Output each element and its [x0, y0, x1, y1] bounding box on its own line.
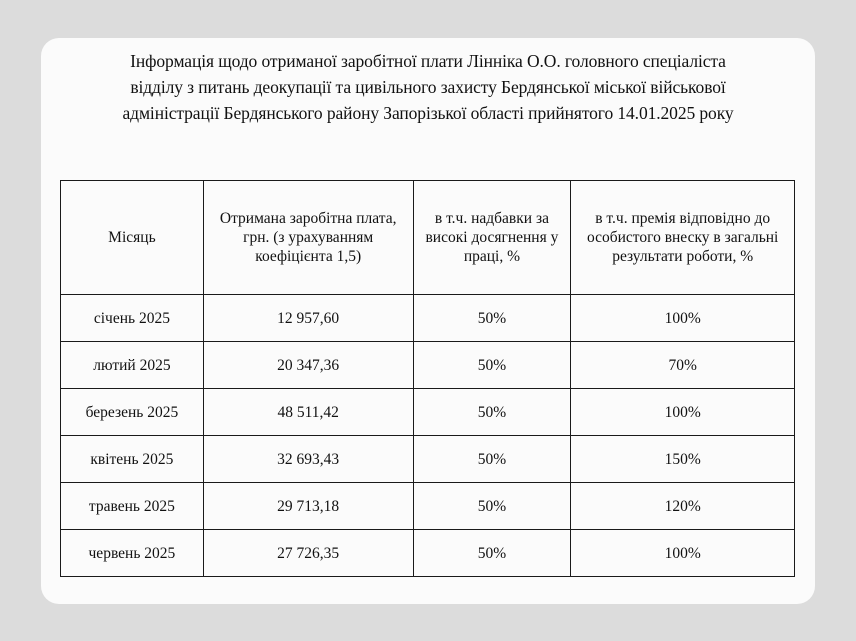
document-title — [41, 48, 815, 126]
table-row — [61, 295, 795, 342]
table-header-row — [61, 181, 795, 295]
cell-month: березень 2025 — [61, 389, 204, 436]
cell-bonus: 100% — [571, 530, 795, 577]
cell-month: квітень 2025 — [61, 436, 204, 483]
cell-month: січень 2025 — [61, 295, 204, 342]
cell-bonus: 150% — [571, 436, 795, 483]
cell-allowance: 50% — [413, 389, 571, 436]
cell-bonus: 100% — [571, 389, 795, 436]
header-allowance: в т.ч. надбавки за високі досягнення у праці, % — [413, 181, 571, 295]
cell-allowance: 50% — [413, 436, 571, 483]
cell-month: травень 2025 — [61, 483, 204, 530]
cell-bonus: 70% — [571, 342, 795, 389]
header-salary: Отримана заробітна плата, грн. (з урахуванням коефіцієнта 1,5) — [203, 181, 413, 295]
table-row — [61, 436, 795, 483]
title-line: Інформація щодо отриманої заробітної плати Лінніка О.О. головного спеціаліста — [130, 51, 726, 71]
cell-allowance: 50% — [413, 295, 571, 342]
title-line: відділу з питань деокупації та цивільного захисту Бердянської міської військової — [130, 77, 726, 97]
header-month: Місяць — [61, 181, 204, 295]
cell-bonus: 100% — [571, 295, 795, 342]
title-line: адміністрації Бердянського району Запорізької області прийнятого 14.01.2025 року — [122, 103, 734, 123]
cell-salary: 29 713,18 — [203, 483, 413, 530]
salary-table — [60, 180, 795, 577]
cell-allowance: 50% — [413, 483, 571, 530]
cell-salary: 12 957,60 — [203, 295, 413, 342]
cell-salary: 32 693,43 — [203, 436, 413, 483]
table-row — [61, 389, 795, 436]
cell-bonus: 120% — [571, 483, 795, 530]
cell-allowance: 50% — [413, 342, 571, 389]
cell-salary: 27 726,35 — [203, 530, 413, 577]
cell-allowance: 50% — [413, 530, 571, 577]
table-row — [61, 342, 795, 389]
cell-month: лютий 2025 — [61, 342, 204, 389]
header-bonus: в т.ч. премія відповідно до особистого внеску в загальні результати роботи, % — [571, 181, 795, 295]
table-row — [61, 483, 795, 530]
table-row — [61, 530, 795, 577]
cell-month: червень 2025 — [61, 530, 204, 577]
document-page — [41, 38, 815, 604]
cell-salary: 48 511,42 — [203, 389, 413, 436]
cell-salary: 20 347,36 — [203, 342, 413, 389]
